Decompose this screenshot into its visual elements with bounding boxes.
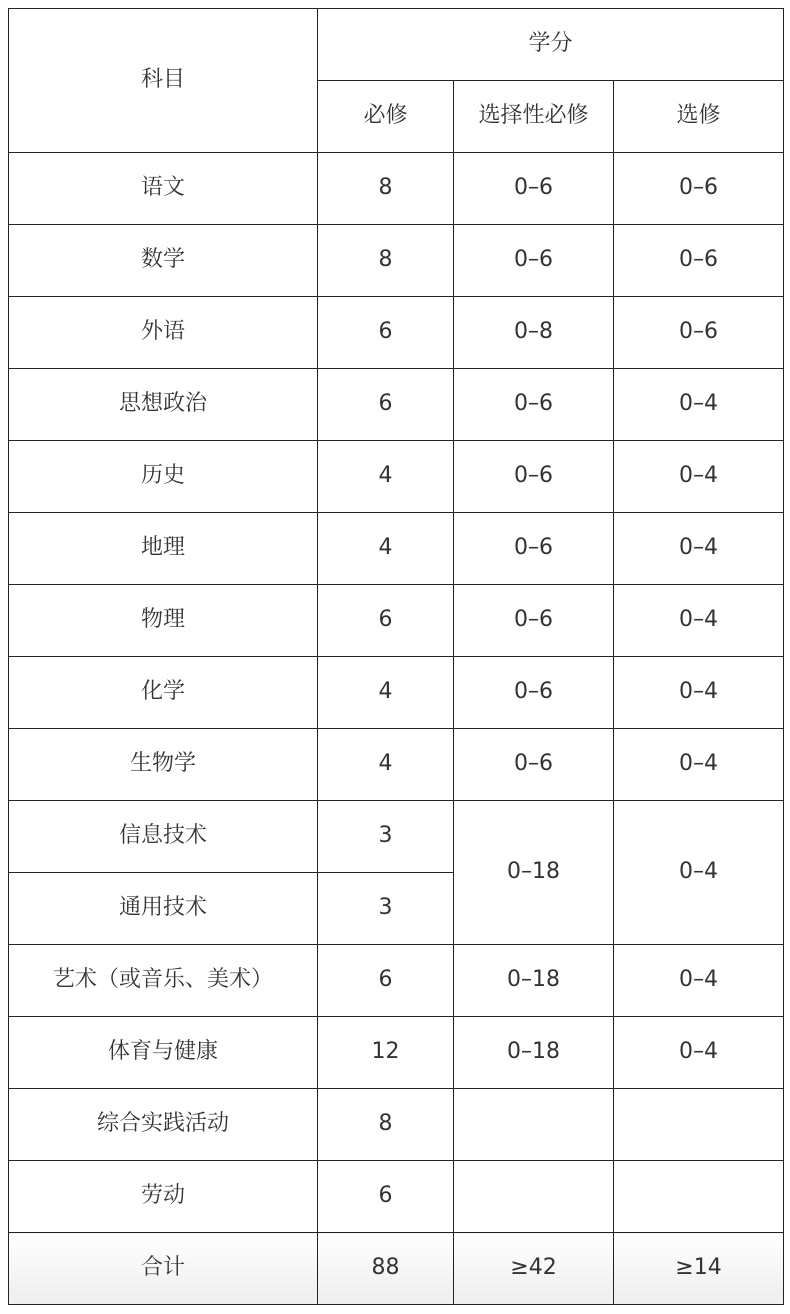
subject-cell: 信息技术 (9, 801, 318, 873)
elective-cell: 0–4 (614, 1017, 784, 1089)
subject-cell: 通用技术 (9, 873, 318, 945)
subject-cell: 语文 (9, 153, 318, 225)
selective-cell: 0–6 (454, 369, 614, 441)
elective-cell: 0–4 (614, 369, 784, 441)
header-elective: 选修 (614, 81, 784, 153)
subject-cell: 历史 (9, 441, 318, 513)
elective-cell: 0–4 (614, 729, 784, 801)
selective-cell: 0–6 (454, 585, 614, 657)
table-row (9, 297, 784, 369)
table-row (9, 657, 784, 729)
total-elective: ≥14 (614, 1233, 784, 1305)
selective-cell: 0–6 (454, 225, 614, 297)
required-cell: 4 (318, 513, 454, 585)
table-row (9, 945, 784, 1017)
required-cell: 3 (318, 801, 454, 873)
required-cell: 6 (318, 369, 454, 441)
elective-cell: 0–6 (614, 297, 784, 369)
total-selective: ≥42 (454, 1233, 614, 1305)
total-row (9, 1233, 784, 1305)
elective-cell (614, 1089, 784, 1161)
required-cell: 8 (318, 153, 454, 225)
elective-cell-merged: 0–4 (614, 801, 784, 945)
table-row (9, 1017, 784, 1089)
table-row (9, 513, 784, 585)
elective-cell: 0–6 (614, 153, 784, 225)
required-cell: 8 (318, 1089, 454, 1161)
elective-cell: 0–6 (614, 225, 784, 297)
selective-cell: 0–6 (454, 729, 614, 801)
header-required: 必修 (318, 81, 454, 153)
elective-cell: 0–4 (614, 657, 784, 729)
header-selective-required: 选择性必修 (454, 81, 614, 153)
subject-cell: 生物学 (9, 729, 318, 801)
selective-cell: 0–8 (454, 297, 614, 369)
subject-cell: 地理 (9, 513, 318, 585)
required-cell: 12 (318, 1017, 454, 1089)
elective-cell: 0–4 (614, 441, 784, 513)
table-row (9, 1089, 784, 1161)
selective-cell-merged: 0–18 (454, 801, 614, 945)
table-row (9, 585, 784, 657)
required-cell: 6 (318, 1161, 454, 1233)
header-row-1 (9, 9, 784, 81)
selective-cell: 0–6 (454, 153, 614, 225)
selective-cell: 0–6 (454, 441, 614, 513)
required-cell: 6 (318, 945, 454, 1017)
total-label: 合计 (9, 1233, 318, 1305)
required-cell: 4 (318, 441, 454, 513)
elective-cell: 0–4 (614, 585, 784, 657)
selective-cell (454, 1161, 614, 1233)
table-row (9, 153, 784, 225)
selective-cell (454, 1089, 614, 1161)
required-cell: 4 (318, 657, 454, 729)
credit-table (8, 8, 784, 1305)
required-cell: 4 (318, 729, 454, 801)
elective-cell (614, 1161, 784, 1233)
selective-cell: 0–18 (454, 1017, 614, 1089)
subject-cell: 化学 (9, 657, 318, 729)
table-row (9, 801, 784, 873)
table-row (9, 441, 784, 513)
table-row (9, 1161, 784, 1233)
header-subject: 科目 (9, 9, 318, 153)
subject-cell: 思想政治 (9, 369, 318, 441)
elective-cell: 0–4 (614, 513, 784, 585)
total-required: 88 (318, 1233, 454, 1305)
subject-cell: 外语 (9, 297, 318, 369)
required-cell: 3 (318, 873, 454, 945)
selective-cell: 0–18 (454, 945, 614, 1017)
selective-cell: 0–6 (454, 513, 614, 585)
required-cell: 8 (318, 225, 454, 297)
subject-cell: 劳动 (9, 1161, 318, 1233)
header-credit: 学分 (318, 9, 784, 81)
table-row (9, 729, 784, 801)
subject-cell: 综合实践活动 (9, 1089, 318, 1161)
table-row (9, 225, 784, 297)
selective-cell: 0–6 (454, 657, 614, 729)
subject-cell: 艺术（或音乐、美术） (9, 945, 318, 1017)
required-cell: 6 (318, 585, 454, 657)
subject-cell: 体育与健康 (9, 1017, 318, 1089)
subject-cell: 物理 (9, 585, 318, 657)
elective-cell: 0–4 (614, 945, 784, 1017)
subject-cell: 数学 (9, 225, 318, 297)
table-row (9, 369, 784, 441)
required-cell: 6 (318, 297, 454, 369)
